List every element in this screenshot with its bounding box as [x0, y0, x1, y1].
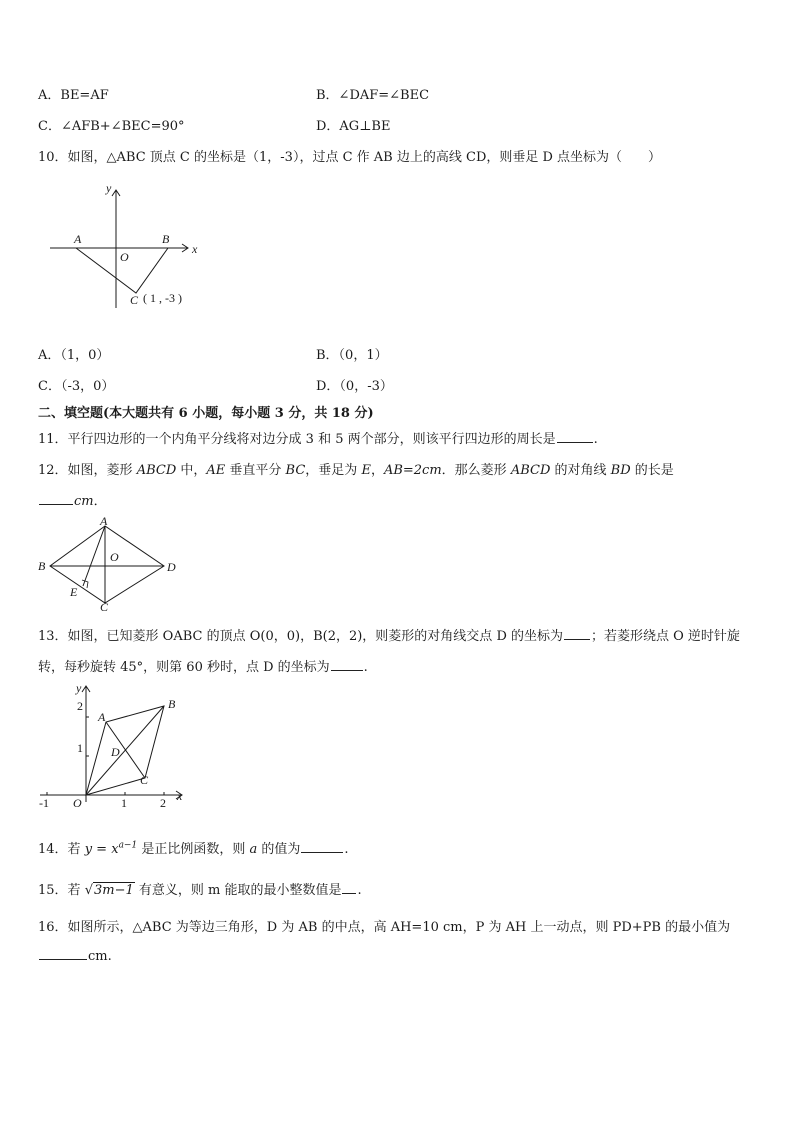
q13-x-label: x	[177, 789, 183, 803]
q9-option-d: D．AG⊥BE	[316, 119, 391, 134]
q13-answer-blank-2[interactable]	[331, 658, 363, 671]
q14-stem-mid: 是正比例函数，则	[137, 842, 250, 857]
q10-stem: 10．如图，△ABC 顶点 C 的坐标是（1，-3），过点 C 作 AB 边上的高线 CD，则垂足 D 点坐标为（ ）	[38, 150, 662, 165]
q14-eq: =	[92, 842, 112, 857]
q11-text	[38, 428, 598, 447]
q10-x-label: x	[192, 242, 198, 256]
q12-text	[38, 459, 674, 478]
q10-label-c: C	[130, 293, 139, 307]
q13-tick-xneg1: -1	[39, 796, 49, 810]
q12-text-mid3: ，垂足为	[305, 463, 362, 478]
q12-unit: cm	[74, 494, 94, 509]
section2-heading: 二、填空题(本大题共有 6 小题，每小题 3 分，共 18 分)	[38, 406, 374, 421]
q10-option-c: C．（-3，0）	[38, 379, 115, 394]
q14-stem-end: 的值为	[257, 842, 301, 857]
q13-stem-line2: 转，每秒旋转 45°，则第 60 秒时，点 D 的坐标为	[38, 660, 330, 675]
q9-option-a: A．BE=AF	[38, 88, 109, 103]
q10-option-d: D．（0，-3）	[316, 379, 393, 394]
q12-text-mid2: 垂直平分	[225, 463, 286, 478]
q12-label-b: B	[38, 559, 46, 573]
q14-x: x	[111, 842, 119, 857]
q12-text-mid1: 中，	[176, 463, 207, 478]
q12-abcd: ABCD	[136, 463, 177, 478]
q9-option-c: C．∠AFB+∠BEC=90°	[38, 119, 185, 134]
q14-a: a	[249, 842, 258, 857]
q12-text-mid6: 的对角线	[550, 463, 611, 478]
q12-e: E	[361, 463, 371, 478]
q10-option-b: B．（0，1）	[316, 348, 388, 363]
q13-label-d: D	[111, 745, 120, 759]
q13-label-o: O	[73, 796, 82, 810]
q16-answer-blank[interactable]	[39, 947, 87, 960]
q14-text	[38, 838, 349, 857]
q12-text-line2	[38, 490, 107, 509]
q13-text-line2	[38, 656, 368, 675]
q13-tick-x1: 1	[121, 796, 127, 810]
q12-label-e: E	[70, 585, 78, 599]
q12-label-c: C	[100, 600, 109, 614]
q16-unit: cm.	[88, 949, 112, 964]
q13-tick-y2: 2	[77, 699, 83, 713]
q16-text-line1: 16．如图所示，△ABC 为等边三角形，D 为 AB 的中点，高 AH=10 cm，P 为 AH 上一动点，则 PD+PB 的最小值为	[38, 920, 731, 935]
q10-y-label: y	[106, 181, 112, 195]
q15-radicand: 3m−1	[93, 883, 134, 898]
q12-text-mid7: 的长是	[630, 463, 674, 478]
q10-c-coord: ( 1 , -3 )	[143, 291, 182, 305]
q15-stem-end: 有意义，则 m 能取的最小整数值是	[134, 883, 342, 898]
q13-text-line1	[38, 625, 740, 644]
q10-label-a: A	[74, 232, 82, 246]
q11-stem: 11．平行四边形的一个内角平分线将对边分成 3 和 5 两个部分，则该平行四边形的周长是	[38, 432, 556, 447]
q13-tick-x2: 2	[160, 796, 166, 810]
q12-text-mid5: ．那么菱形	[441, 463, 511, 478]
q12-text-mid4: ，	[370, 463, 384, 478]
q14-answer-blank[interactable]	[301, 840, 343, 853]
q10-label-o: O	[120, 250, 129, 264]
q12-abcd-2: ABCD	[510, 463, 551, 478]
q12-answer-blank[interactable]	[39, 492, 73, 505]
q13-tick-y1: 1	[77, 741, 83, 755]
q16-text-line2	[38, 947, 112, 964]
q13-figure	[34, 680, 204, 810]
q14-y: y	[84, 842, 93, 857]
q14-exponent: a−1	[118, 840, 138, 851]
q11-end: .	[593, 432, 598, 447]
q11-answer-blank[interactable]	[557, 430, 593, 443]
q15-text	[38, 879, 362, 898]
q10-figure	[40, 180, 240, 320]
q10-label-b: B	[162, 232, 170, 246]
q13-y-label: y	[76, 681, 82, 695]
q15-stem: 15．若	[38, 883, 85, 898]
q12-label-o: O	[110, 550, 119, 564]
q13-stem-cont: ；若菱形绕点 O 逆时针旋	[591, 629, 740, 644]
q13-end: .	[363, 660, 368, 675]
q13-label-c: C	[140, 773, 149, 787]
q13-answer-blank-1[interactable]	[564, 627, 590, 640]
q12-ab: AB=2cm	[383, 463, 442, 478]
q15-end: .	[357, 883, 362, 898]
q12-stem-start: 12．如图，菱形	[38, 463, 137, 478]
q12-ae: AE	[206, 463, 226, 478]
q12-bc: BC	[285, 463, 306, 478]
q12-label-a: A	[100, 514, 108, 528]
q13-stem: 13．如图，已知菱形 OABC 的顶点 O(0，0)，B(2，2)，则菱形的对角线交点 D 的坐标为	[38, 629, 563, 644]
q13-label-a: A	[98, 710, 106, 724]
q12-label-d: D	[167, 560, 176, 574]
q15-answer-blank[interactable]	[342, 881, 356, 894]
q15-radical: √3m−1	[84, 883, 134, 898]
q13-label-b: B	[168, 697, 176, 711]
q12-end: ．	[93, 494, 107, 509]
q12-figure	[36, 514, 196, 614]
q12-bd: BD	[610, 463, 631, 478]
q14-end: .	[344, 842, 349, 857]
q14-stem: 14．若	[38, 842, 85, 857]
q10-option-a: A．（1，0）	[38, 348, 110, 363]
q9-option-b: B．∠DAF=∠BEC	[316, 88, 430, 103]
